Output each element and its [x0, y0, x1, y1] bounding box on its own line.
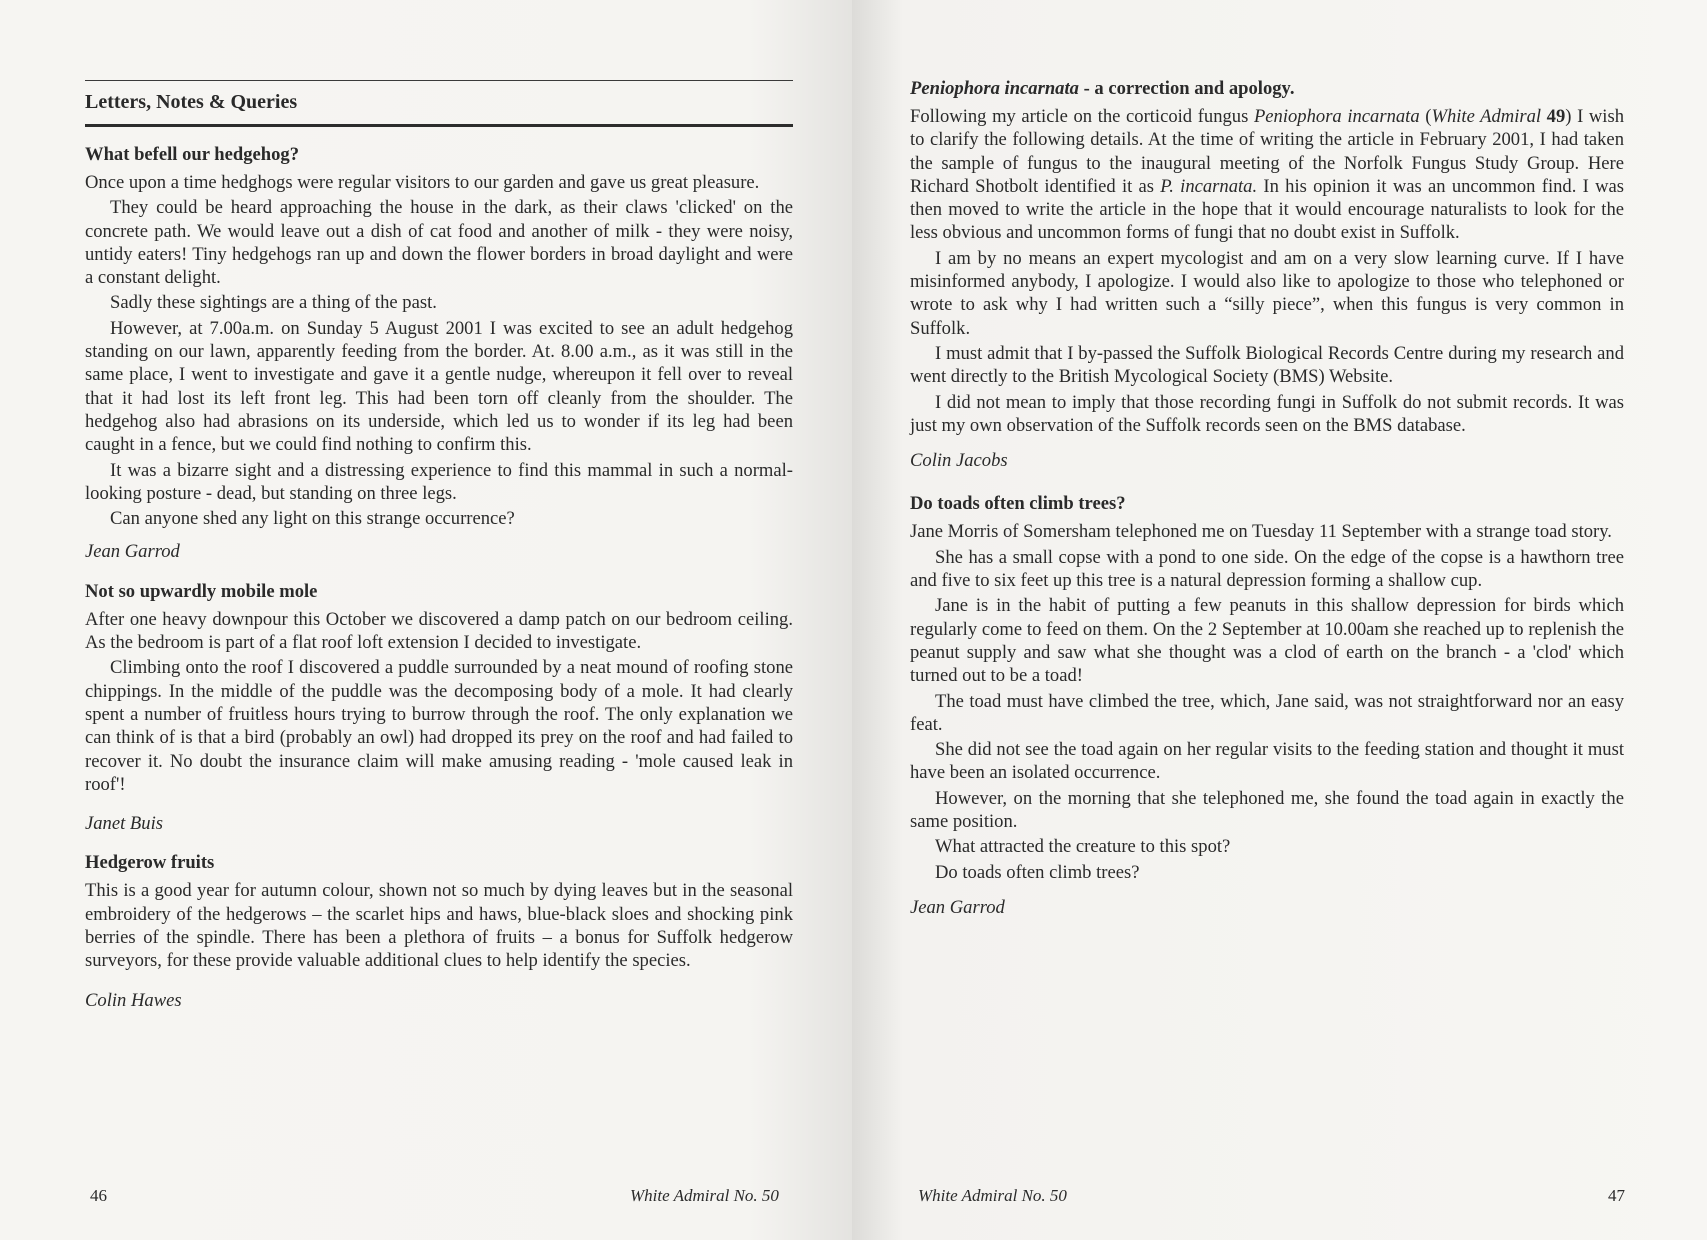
signature: Colin Hawes	[85, 989, 182, 1011]
paragraph	[910, 105, 1624, 245]
paragraph: It was a bizarre sight and a distressing experience to find this mammal in such a normal-looking posture - dead, but standing on three legs.	[85, 459, 793, 504]
article-mole	[85, 580, 793, 836]
paragraph: The toad must have climbed the tree, which, Jane said, was not straightforward nor an easy feat.	[910, 690, 1624, 735]
paragraph: Jane is in the habit of putting a few peanuts in this shallow depression for birds which regularly come to feed on them. On the 2 September at 10.00am she reached up to replenish the peanut supply and saw what she thought was a clod of earth on the branch - a 'clod' which turned out to be a toad!	[910, 595, 1624, 687]
paragraph: Can anyone shed any light on this strange occurrence?	[110, 508, 515, 530]
paragraph: What attracted the creature to this spot?	[935, 836, 1231, 858]
paragraph: Do toads often climb trees?	[935, 861, 1140, 883]
article-toads	[910, 492, 1624, 919]
page-number-left: 46	[90, 1186, 107, 1205]
signature: Jean Garrod	[910, 896, 1005, 918]
paragraph: I did not mean to imply that those recording fungi in Suffolk do not submit records. It was just my own observation of the Suffolk records seen on the BMS database.	[910, 391, 1624, 436]
text: In his opinion it was an uncommon find. I was then moved to write the article in the hope that it would encourage naturalists to look for the less obvious and uncommon forms of fungi that no doubt exist in Suffolk.	[910, 175, 1624, 244]
left-column	[85, 80, 793, 1028]
paragraph: Sadly these sightings are a thing of the past.	[110, 292, 437, 314]
issue-number: 49	[1546, 106, 1566, 127]
paragraph: Once upon a time hedghogs were regular visitors to our garden and gave us great pleasure.	[85, 172, 760, 193]
signature: Colin Jacobs	[910, 450, 1008, 472]
heading-species: Peniophora incarnata	[910, 78, 1079, 99]
text: (	[1419, 106, 1432, 127]
article-heading	[910, 77, 1624, 101]
paragraph: She did not see the toad again on her regular visits to the feeding station and thought it must have been an isolated occurrence.	[910, 739, 1624, 784]
paragraph: Jane Morris of Somersham telephoned me on Tuesday 11 September with a strange toad story.	[910, 521, 1612, 543]
article-hedgehog	[85, 143, 793, 564]
species-name: P. incarnata.	[1160, 175, 1258, 197]
paragraph: After one heavy downpour this October we discovered a damp patch on our bedroom ceiling. As the bedroom is part of a flat roof loft extension I decided to investigate.	[85, 608, 793, 654]
page-number-right: 47	[1608, 1186, 1625, 1205]
article-heading: Not so upwardly mobile mole	[85, 580, 318, 602]
signature: Janet Buis	[85, 813, 163, 835]
heading-rest: - a correction and apology.	[1078, 78, 1295, 99]
journal-name: White Admiral	[1431, 106, 1542, 127]
paragraph: This is a good year for autumn colour, shown not so much by dying leaves but in the seasonal embroidery of the hedgerows – the scarlet hips and haws, blue-black sloes and shocking pink berries of the spindle. There has been a plethora of fruits – a bonus for Suffolk hedgerow surveyors, for these provide valuable additional clues to help identify the species.	[85, 880, 793, 972]
paragraph: I must admit that I by-passed the Suffolk Biological Records Centre during my research and went directly to the British Mycological Society (BMS) Website.	[910, 342, 1624, 388]
article-heading: Do toads often climb trees?	[910, 493, 1126, 515]
section-rule	[85, 124, 793, 127]
paragraph: However, at 7.00a.m. on Sunday 5 August 2001 I was excited to see an adult hedgehog standing on our lawn, apparently feeding from the border. At. 8.00 a.m., as it was still in the same place, I went to investigate and gave it a gentle nudge, whereupon it fell over to reveal that it had lost its left front leg. This had been torn off cleanly from the shoulder. The hedgehog also had abrasions on its underside, which led us to wonder if its leg had been caught in a fence, but we could find nothing to confirm this.	[85, 317, 793, 456]
footer-left: White Admiral No. 50	[630, 1186, 779, 1205]
text: ) I wish to clarify the following details. At the time of writing the article in February 2001, I had taken the sample of fungus to the inaugural meeting of the Norfolk Fungus Study Group. Here Richard Shotbolt identified it as	[910, 106, 1624, 197]
footer-right: White Admiral No. 50	[918, 1186, 1067, 1205]
article-heading: What befell our hedgehog?	[85, 144, 300, 165]
text: Following my article on the corticoid fungus	[910, 106, 1254, 127]
paragraph: She has a small copse with a pond to one side. On the edge of the copse is a hawthorn tree and five to six feet up this tree is a natural depression forming a shallow cup.	[910, 546, 1624, 592]
paragraph: They could be heard approaching the house in the dark, as their claws 'clicked' on the concrete path. We would leave out a dish of cat food and another of milk - they were noisy, untidy eaters! Tiny hedgehogs ran up and down the flower borders in broad daylight and were a constant delight.	[85, 197, 793, 289]
article-peniophora	[910, 77, 1624, 472]
section-title: Letters, Notes & Queries	[85, 91, 298, 113]
paragraph: Climbing onto the roof I discovered a puddle surrounded by a neat mound of roofing stone chippings. In the middle of the puddle was the decomposing body of a mole. It had clearly spent a number of fruitless hours trying to burrow through the roof. The only explanation we can think of is that a bird (probably an owl) had dropped its prey on the roof and had failed to recover it. No doubt the insurance claim will make amusing reading - 'mole caused leak in roof'!	[85, 657, 793, 795]
species-name: Peniophora incarnata	[1253, 106, 1420, 127]
article-hedgerow	[85, 851, 793, 1011]
paragraph: However, on the morning that she telephoned me, she found the toad again in exactly the same position.	[910, 787, 1624, 833]
article-heading: Hedgerow fruits	[85, 852, 215, 874]
paragraph: I am by no means an expert mycologist and am on a very slow learning curve. If I have misinformed anybody, I apologize. I would also like to apologize to those who telephoned or wrote to ask why I had written such a “silly piece”, when this fungus is very common in Suffolk.	[910, 247, 1624, 339]
signature: Jean Garrod	[85, 541, 180, 563]
right-column	[910, 77, 1624, 935]
